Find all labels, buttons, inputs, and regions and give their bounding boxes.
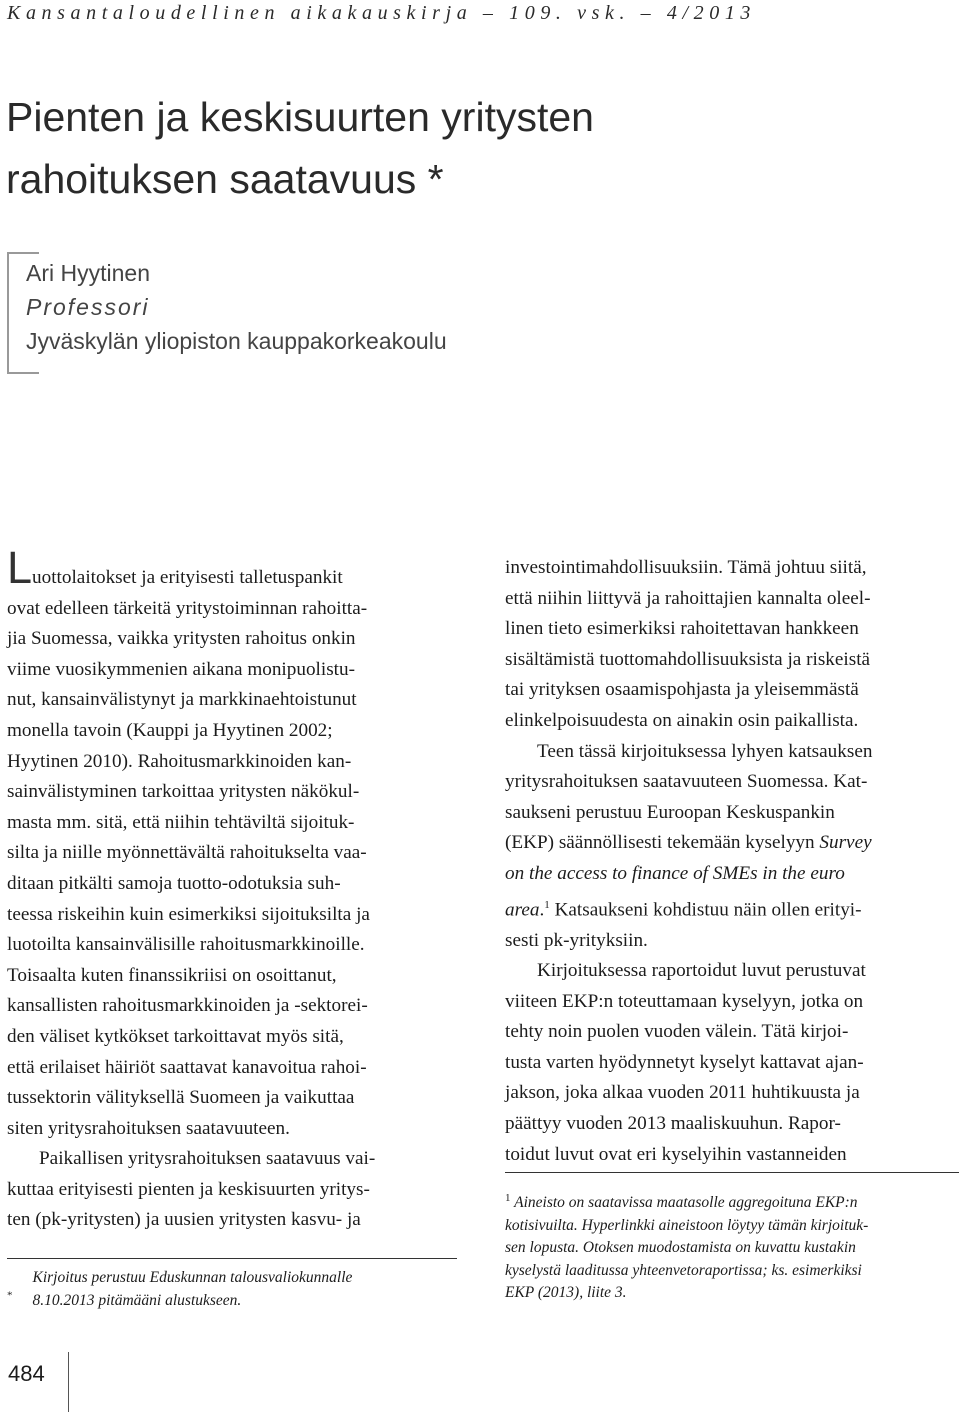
footnote-text: Kirjoitus perustuu Eduskunnan talousvaliokunnalle 8.10.2013 pitämääni alustukseen. [32, 1269, 353, 1309]
author-affiliation: Jyväskylän yliopiston kauppakorkeakoulu [26, 328, 447, 354]
page-number-rule [68, 1352, 69, 1412]
footnote-marker: * [7, 1289, 13, 1302]
author-role: Professori [26, 294, 150, 320]
body-paragraph: Paikallisen yritysrahoituksen saatavuus vai- kuttaa erityisesti pienten ja keskisuurten yritys- ten (pk-yritysten) ja uusien yritysten kasvu- ja [7, 1148, 376, 1231]
footnote-rule [7, 1258, 457, 1259]
article-title [6, 86, 906, 210]
paragraph-text: Katsaukseni kohdistuu näin ollen erityi- sesti pk-yrityksiin. [505, 898, 862, 951]
paragraph-text: . [539, 898, 545, 920]
footnote-star [7, 1267, 458, 1312]
survey-title: Survey on the access to finance of SMEs in the euro area [505, 832, 872, 920]
paragraph-text: Teen tässä kirjoituksessa lyhyen katsauksen yritysrahoituksen saatavuuteen Suomessa. Kat- saukseni perustuu Euroopan Keskuspankin (EKP) säännöllisesti tekemään kyselyyn [505, 740, 873, 854]
page-number: 484 [8, 1361, 45, 1386]
footnote-text: Aineisto on saatavissa maatasolle aggregoituna EKP:n kotisivuilta. Hyperlinkki aineistoon löytyy tämän kirjoituk- sen lopusta. Otoksen muodostamista on kuvattu kustakin kyselystä laaditussa yhteenvetoraportissa; ks. esimerkiksi EKP (2013), liite 3. [505, 1194, 869, 1302]
article-title-line-2: rahoituksen saatavuus * [6, 156, 444, 202]
author-block [26, 256, 626, 358]
footnote-reference: 1 [544, 898, 550, 911]
footnote-one [505, 1187, 959, 1305]
body-paragraph: Luottolaitokset ja erityisesti talletuspankit ovat edelleen tärkeitä yritystoiminnan rahoitta- jia Suomessa, vaikka yritysten rahoitus onkin viime vuosikymmenien aikana monipuolistu- nut, kansainvälistynyt ja markkinaehtoistunut monella tavoin (Kauppi ja Hyytinen 2002; Hyytinen 2010). Rahoitusmarkkinoiden kan- sainvälistyminen tarkoittaa yritysten näkökul- masta mm. sitä, että niihin tehtäviltä sijoituk- silta ja niille myönnettävältä rahoitukselta vaa- ditaan pitkälti samoja tuotto-odotuksia suh- teessa riskeihin kuin esimerkiksi sijoituksilta ja luotoilta kansainvälisille rahoitusmarkkinoille. Toisaalta kuten finanssikriisi on osoittanut, kansallisten rahoitusmarkkinoiden ja -sektorei- den väliset kytkökset tarkoittavat myös sitä, että erilaiset häiriöt saattavat kanavoitua rahoi- tussektorin välityksellä Suomeen ja vaikuttaa siten yritysrahoituksen saatavuuteen. [7, 542, 370, 1139]
running-head: Kansantaloudellinen aikakauskirja – 109. vsk. – 4/2013 [7, 2, 757, 24]
body-paragraph [505, 737, 959, 957]
author-name: Ari Hyytinen [26, 260, 150, 286]
body-column-left [7, 542, 458, 1236]
body-paragraph: Kirjoituksessa raportoidut luvut perustuvat viiteen EKP:n toteuttamaan kyselyyn, jotka on tehty noin puolen vuoden välein. Tätä kirjoi- tusta varten hyödynnetyt kyselyt kattavat ajan- jakson, joka alkaa vuoden 2011 huhtikuusta ja päättyy vuoden 2013 maaliskuuhun. Rapor- toidut luvut ovat eri kyselyihin vastanneiden [505, 960, 866, 1165]
article-title-line-1: Pienten ja keskisuurten yritysten [6, 94, 594, 140]
body-column-right [505, 553, 959, 1170]
body-paragraph: investointimahdollisuuksiin. Tämä johtuu siitä, että niihin liittyvä ja rahoittajien kannalta oleel- linen tieto esimerkiksi rahoitettavan hankkeen sisältämistä tuottomahdollisuuksista ja riskeistä tai yrityksen osaamispohjasta ja yleisemmästä elinkelpoisuudesta on ainakin osin paikallista. [505, 557, 871, 731]
footnote-rule [505, 1172, 959, 1173]
footnote-marker: 1 [505, 1192, 511, 1204]
